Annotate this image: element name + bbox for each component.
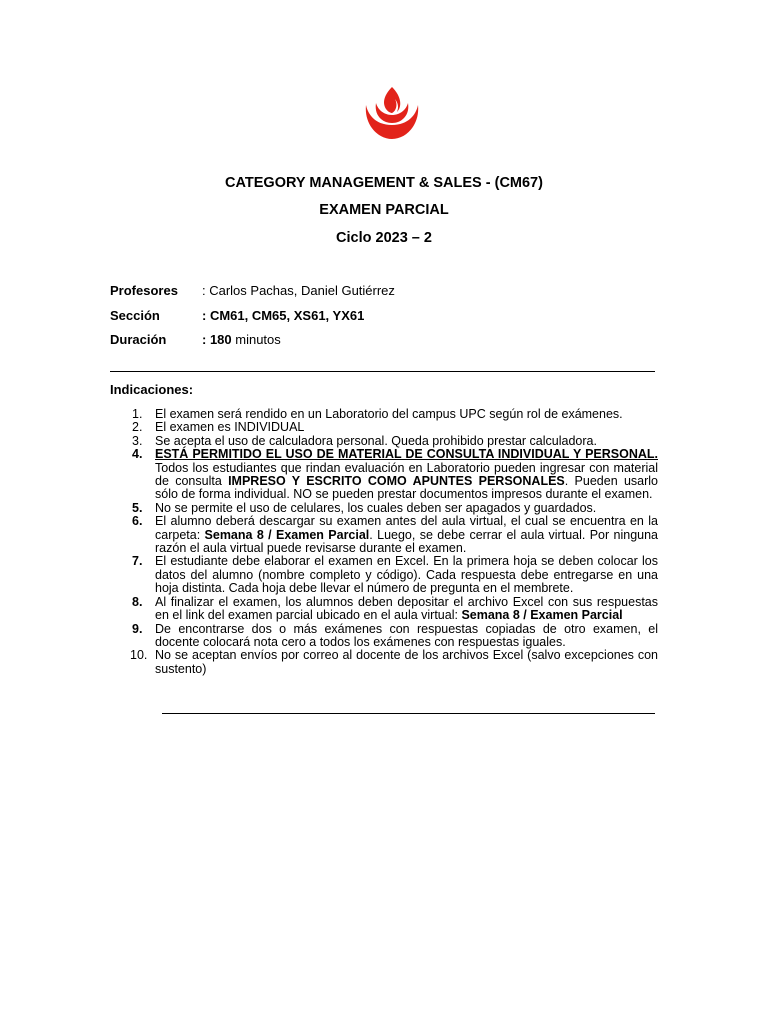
item-text: . Pueden usarlo sólo de forma individual. NO se pueden prestar documentos impresos durante el examen.	[155, 474, 658, 502]
item-text-bold: Semana 8 / Examen Parcial	[461, 608, 623, 623]
list-item	[110, 596, 658, 623]
cycle-title: Ciclo 2023 – 2	[336, 230, 432, 246]
list-item	[110, 623, 658, 650]
item-text: . Luego, se debe cerrar el aula virtual. Por ninguna razón el aula virtual puede revisarse durante el examen.	[155, 527, 659, 556]
item-text-bold: IMPRESO Y ESCRITO COMO APUNTES PERSONALES	[228, 474, 565, 489]
item-text: Todos los estudiantes que rindan evaluación en Laboratorio pueden ingresar con material de consulta	[155, 460, 658, 489]
item-text: Al finalizar el examen, los alumnos deben depositar el archivo Excel con sus respuestas en el link del examen parcial ubicado en el aula virtual:	[155, 594, 658, 623]
indicaciones-list	[110, 408, 658, 676]
item-number: 2.	[132, 420, 143, 435]
profesores-label: Profesores	[110, 283, 178, 298]
seccion-text: : CM61, CM65, XS61, YX61	[202, 308, 365, 323]
item-text: No se aceptan envíos por correo al docente de los archivos Excel (salvo excepciones con sustento)	[155, 648, 658, 676]
item-text: Se acepta el uso de calculadora personal. Queda prohibido prestar calculadora.	[155, 433, 597, 448]
list-item	[110, 515, 658, 555]
item-number: 6.	[132, 514, 143, 529]
divider-top	[110, 371, 655, 372]
item-text: El examen será rendido en un Laboratorio del campus UPC según rol de exámenes.	[155, 407, 623, 421]
course-title: CATEGORY MANAGEMENT & SALES - (CM67)	[225, 175, 543, 191]
item-text: El alumno deberá descargar su examen antes del aula virtual, el cual se encuentra en la carpeta:	[155, 514, 658, 542]
list-item	[110, 502, 658, 515]
list-item	[110, 421, 658, 434]
item-number: 5.	[132, 500, 143, 515]
exam-title: EXAMEN PARCIAL	[319, 202, 449, 218]
item-number: 8.	[132, 594, 143, 609]
list-item	[110, 448, 658, 502]
item-number: 4.	[132, 447, 143, 462]
item-number: 10.	[130, 648, 148, 663]
list-item	[110, 649, 658, 676]
seccion-label: Sección	[110, 308, 160, 323]
item-number: 1.	[132, 407, 143, 421]
duracion-label: Duración	[110, 332, 167, 347]
item-text: El estudiante debe elaborar el examen en Excel. En la primera hoja se deben colocar los datos del alumno (nombre completo y código). Cada respuesta debe entregarse en una hoja distinta. Cada hoja debe llevar el número de pregunta en el membrete.	[155, 554, 658, 596]
duracion-value	[202, 332, 281, 347]
profesores-text: : Carlos Pachas, Daniel Gutiérrez	[202, 283, 395, 298]
profesores-value	[202, 283, 395, 298]
indicaciones-title: Indicaciones:	[110, 382, 194, 397]
seccion-value	[202, 308, 364, 323]
item-text: No se permite el uso de celulares, los cuales deben ser apagados y guardados.	[155, 500, 597, 515]
list-item	[110, 555, 658, 595]
item-text: El examen es INDIVIDUAL	[155, 420, 305, 435]
item-number: 7.	[132, 554, 143, 569]
list-item	[110, 408, 658, 421]
upc-logo	[362, 85, 422, 141]
item-text-bold: Semana 8 / Examen Parcial	[204, 527, 370, 542]
item-text: De encontrarse dos o más exámenes con respuestas copiadas de otro examen, el docente colocará nota cero a todos los exámenes con respuestas iguales.	[155, 621, 658, 649]
item-text-underlined: ESTÁ PERMITIDO EL USO DE MATERIAL DE CONSULTA INDIVIDUAL Y PERSONAL.	[155, 447, 658, 462]
divider-bottom	[162, 713, 655, 714]
duracion-unit: minutos	[231, 332, 281, 347]
item-number: 3.	[132, 433, 143, 448]
duracion-number: : 180	[202, 332, 232, 347]
item-number: 9.	[132, 621, 143, 636]
